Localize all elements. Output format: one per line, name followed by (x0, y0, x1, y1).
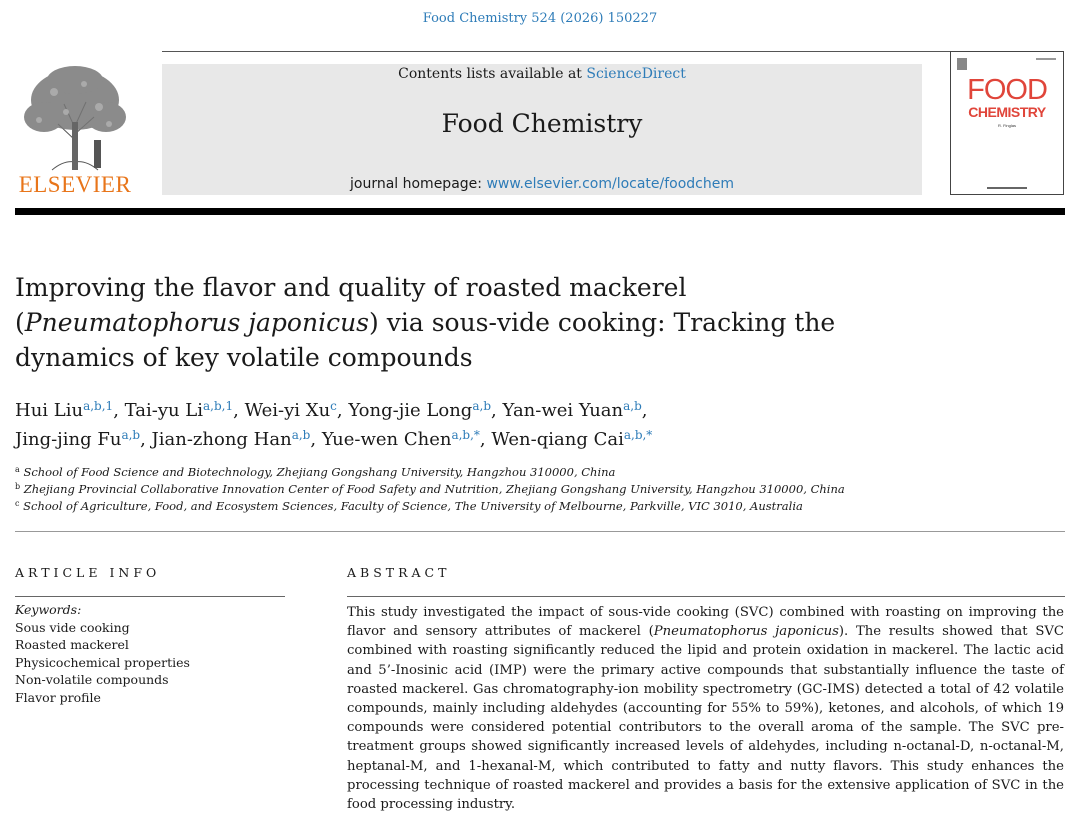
author[interactable] (15, 429, 140, 450)
tree-emblem-icon (14, 62, 136, 172)
elsevier-logo[interactable] (14, 62, 136, 198)
title-part1: Improving the flavor and quality of roasted mackerel ( (15, 273, 687, 337)
article-info-heading: ARTICLE INFO (15, 565, 161, 580)
title-part2: ) via sous-vide cooking: Tracking the dynamics of key volatile compounds (15, 308, 836, 372)
affiliation (15, 481, 1065, 498)
author[interactable] (152, 429, 311, 450)
header-thick-rule (15, 208, 1065, 215)
cover-title-food: FOOD (967, 74, 1047, 106)
journal-homepage-link[interactable]: www.elsevier.com/locate/foodchem (486, 176, 735, 192)
author-affiliation-link[interactable]: a,b (472, 399, 491, 413)
affiliation-list (15, 464, 1065, 515)
contents-line (162, 66, 922, 82)
homepage-prefix: journal homepage: (349, 176, 487, 192)
abstract-heading: ABSTRACT (347, 565, 451, 580)
cover-title-chemistry: CHEMISTRY (968, 104, 1046, 120)
affiliation-key: a (15, 465, 20, 474)
affiliation-key: b (15, 482, 21, 491)
affiliation-text: School of Agriculture, Food, and Ecosystem Sciences, Faculty of Science, The University of Melbourne, Parkville, VIC 3010, Australia (23, 499, 803, 513)
author-name: Jian-zhong Han (151, 429, 292, 450)
author-list: Hui Liu$^{a,b,1}$, Tai-yu Li$^{a,b,1}$, Wei-yi Xu$^c$, Yong-jie Long$^{a,b}$, Yan-wei Yuan$^{a,b}$, Jing-jing Fu$^{a,b}$, Jian-zhong Han$^{a,b}$, Yue-wen Chen$^{a,b,*}$, Wen-qiang Cai$^{a,b,*}$ (15, 399, 653, 450)
abstract-text (347, 603, 1064, 814)
author[interactable] (15, 400, 113, 421)
article-title (15, 270, 915, 375)
author-affiliation-link[interactable]: a,b (623, 399, 642, 413)
author-name: Wei-yi Xu (244, 400, 331, 421)
sciencedirect-link[interactable]: ScienceDirect (586, 66, 686, 82)
affiliation (15, 464, 1065, 481)
author-affiliation-link[interactable]: a,b (121, 428, 141, 442)
affiliation-text: School of Food Science and Biotechnology, Zhejiang Gongshang University, Hangzhou 310000, China (23, 465, 616, 479)
author-name: Wen-qiang Cai (491, 429, 624, 450)
abstract-part1: This study investigated the impact of sous-vide cooking (SVC) combined with roasting on improving the flavor and sensory attributes of mackerel ( (347, 605, 1064, 640)
journal-masthead (162, 64, 922, 195)
section-divider (15, 531, 1065, 532)
keyword-item: Flavor profile (15, 689, 101, 705)
keyword-item: Non-volatile compounds (15, 672, 169, 687)
author[interactable] (322, 429, 480, 450)
journal-cover-thumbnail[interactable] (950, 51, 1064, 195)
author-name: Tai-yu Li (124, 400, 204, 421)
abstract-part2: ). The results showed that SVC combined with roasting significantly reduced the lipid and protein oxidation in mackerel. The lactic acid and 5’-Inosinic acid (IMP) were the primary active compounds that substantially influence the taste of roasted mackerel. Gas chromatography-ion mobility spectrometry (GC-IMS) detected a total of 42 volatile compounds, mainly including aldehydes (accounting for 55% to 59%), ketones, and alcohols, of which 19 compounds were considered potential contributors to the overall aroma of the sample. The SVC pre-treatment groups showed significantly increased levels of aldehydes, including n-octanal-D, n-octanal-M, heptanal-M, and 1-hexanal-M, which contributed to fatty and nutty flavors. This study enhances the processing technique of roasted mackerel and provides a basis for the extensive application of SVC in the food processing industry. (347, 624, 1064, 813)
article-info-rule (15, 596, 285, 597)
journal-name: Food Chemistry (441, 109, 643, 138)
affiliation (15, 498, 1065, 515)
author-affiliation-link[interactable]: a,b,* (451, 428, 480, 442)
author[interactable] (125, 400, 233, 421)
author[interactable] (245, 400, 337, 421)
keyword-item: Sous vide cooking (15, 619, 130, 635)
elsevier-wordmark: ELSEVIER (18, 172, 132, 197)
author-name: Hui Liu (15, 400, 84, 421)
author-affiliation-link[interactable]: a,b,* (623, 428, 653, 442)
keywords-label: Keywords: (15, 602, 82, 617)
keyword-item: Roasted mackerel (15, 637, 129, 652)
abstract-species: Pneumatophorus japonicus (653, 624, 839, 640)
author-name: Jing-jing Fu (15, 429, 122, 450)
author-name: Yue-wen Chen (321, 429, 452, 450)
contents-prefix: Contents lists available at (398, 66, 587, 82)
author-affiliation-link[interactable]: a,b,1 (83, 399, 114, 413)
homepage-line (162, 176, 922, 192)
author-name: Yan-wei Yuan (502, 400, 624, 421)
author[interactable] (491, 429, 652, 450)
affiliation-key: c (15, 499, 20, 508)
top-divider (162, 51, 950, 52)
author-affiliation-link[interactable]: c (330, 399, 337, 413)
author-affiliation-link[interactable]: a,b,1 (203, 399, 234, 413)
author-name: Yong-jie Long (348, 400, 473, 421)
author[interactable] (348, 400, 491, 421)
keyword-item: Physicochemical properties (15, 654, 190, 670)
affiliation-text: Zhejiang Provincial Collaborative Innovation Center of Food Safety and Nutrition, Zhejiang Gongshang University, Hangzhou 310000, China (23, 482, 845, 496)
abstract-rule (347, 596, 1065, 597)
author-affiliation-link[interactable]: a,b (291, 428, 311, 442)
cover-editor: R. Finglas (997, 123, 1016, 128)
keyword-list (15, 601, 285, 706)
title-species: Pneumatophorus japonicus (24, 308, 370, 337)
journal-citation-link[interactable]: Food Chemistry 524 (2026) 150227 (422, 11, 658, 26)
author[interactable] (502, 400, 641, 421)
